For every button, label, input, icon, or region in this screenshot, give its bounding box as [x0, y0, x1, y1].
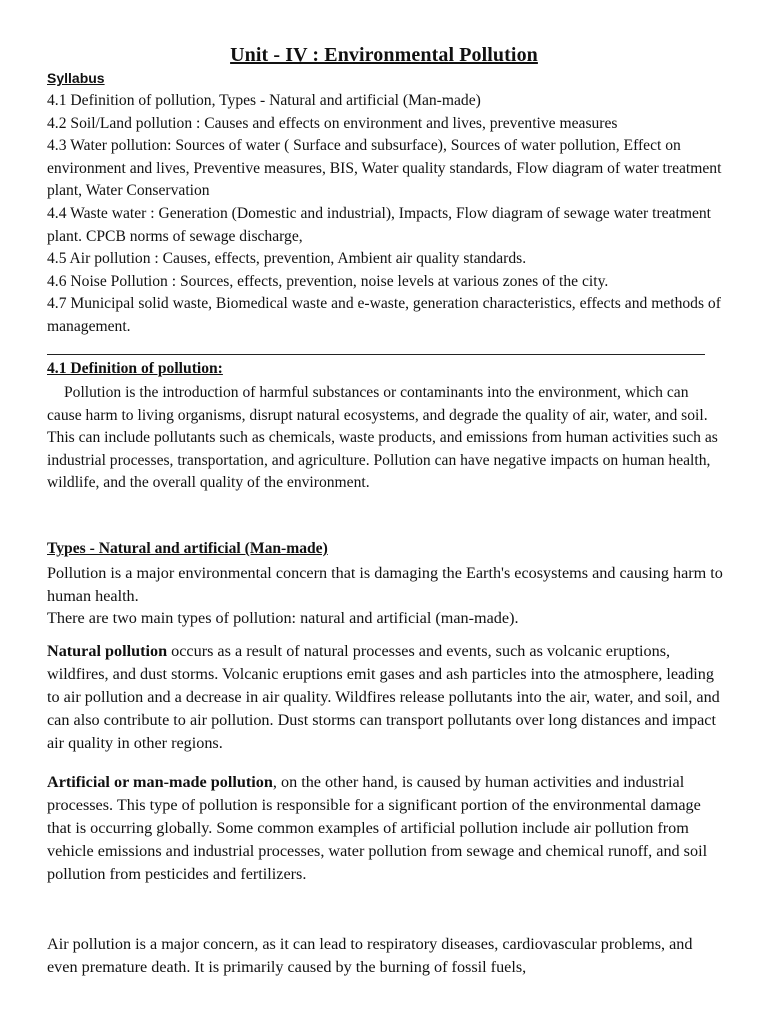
definition-paragraph: Pollution is the introduction of harmful substances or contaminants into the environment, which can cause harm to living organisms, disrupt natural ecosystems, and degrade the quality of air, water, and soil. This can include pollutants such as chemicals, waste products, and emissions from human activities such as industrial processes, transportation, and agriculture. Pollution can have negative impacts on human health, wildlife, and the overall quality of the environment.: [47, 384, 718, 492]
syllabus-item-4-5: 4.5 Air pollution : Causes, effects, prevention, Ambient air quality standards.: [47, 250, 527, 268]
artificial-pollution-paragraph: [47, 771, 727, 886]
section-divider: [47, 354, 705, 355]
syllabus-list: [47, 90, 727, 339]
syllabus-item-4-6: 4.6 Noise Pollution : Sources, effects, prevention, noise levels at various zones of the city.: [47, 272, 609, 290]
syllabus-item-4-1: 4.1 Definition of pollution, Types - Natural and artificial (Man-made): [47, 92, 481, 109]
natural-pollution-paragraph: [47, 640, 727, 755]
artificial-pollution-term: Artificial or man-made pollution: [47, 773, 273, 791]
types-intro-line-1: Pollution is a major environmental concern that is damaging the Earth's ecosystems and causing harm to human health.: [47, 564, 723, 605]
syllabus-heading: Syllabus: [47, 70, 105, 86]
types-intro-paragraph: [47, 562, 727, 630]
syllabus-item-4-7: 4.7 Municipal solid waste, Biomedical waste and e-waste, generation characteristics, effects and methods of management.: [47, 295, 721, 335]
air-pollution-paragraph: Air pollution is a major concern, as it can lead to respiratory diseases, cardiovascular problems, and even premature death. It is primarily caused by the burning of fossil fuels,: [47, 935, 693, 976]
definition-heading: 4.1 Definition of pollution:: [47, 360, 223, 377]
natural-pollution-text: occurs as a result of natural processes and events, such as volcanic eruptions, wildfires, and dust storms. Volcanic eruptions emit gases and ash particles into the atmosphere, leading to air pollution and a decrease in air quality. Wildfires release pollutants into the air, water, and soil, and can also contribute to air pollution. Dust storms can transport pollutants over long distances and impact air quality in other regions.: [47, 642, 720, 752]
artificial-pollution-text: , on the other hand, is caused by human activities and industrial processes. This type of pollution is responsible for a significant portion of the environmental damage that is occurring globally. Some common examples of artificial pollution include air pollution from vehicle emissions and industrial processes, water pollution from sewage and chemical runoff, and soil pollution from pesticides and fertilizers.: [47, 773, 708, 883]
types-intro-line-2: There are two main types of pollution: natural and artificial (man-made).: [47, 609, 519, 628]
syllabus-item-4-2: 4.2 Soil/Land pollution : Causes and effects on environment and lives, preventive measures: [47, 114, 618, 132]
natural-pollution-term: Natural pollution: [47, 642, 168, 660]
page-title: Unit - IV : Environmental Pollution: [230, 44, 538, 66]
syllabus-item-4-4: 4.4 Waste water : Generation (Domestic and industrial), Impacts, Flow diagram of sewage water treatment plant. CPCB norms of sewage discharge,: [47, 204, 712, 245]
syllabus-item-4-3: 4.3 Water pollution: Sources of water ( Surface and subsurface), Sources of water pollution, Effect on environment and lives, Preventive measures, BIS, Water quality standards, Flow diagram of water treatment plant, Water Conservation: [47, 137, 722, 200]
types-heading: Types - Natural and artificial (Man-made): [47, 540, 328, 557]
